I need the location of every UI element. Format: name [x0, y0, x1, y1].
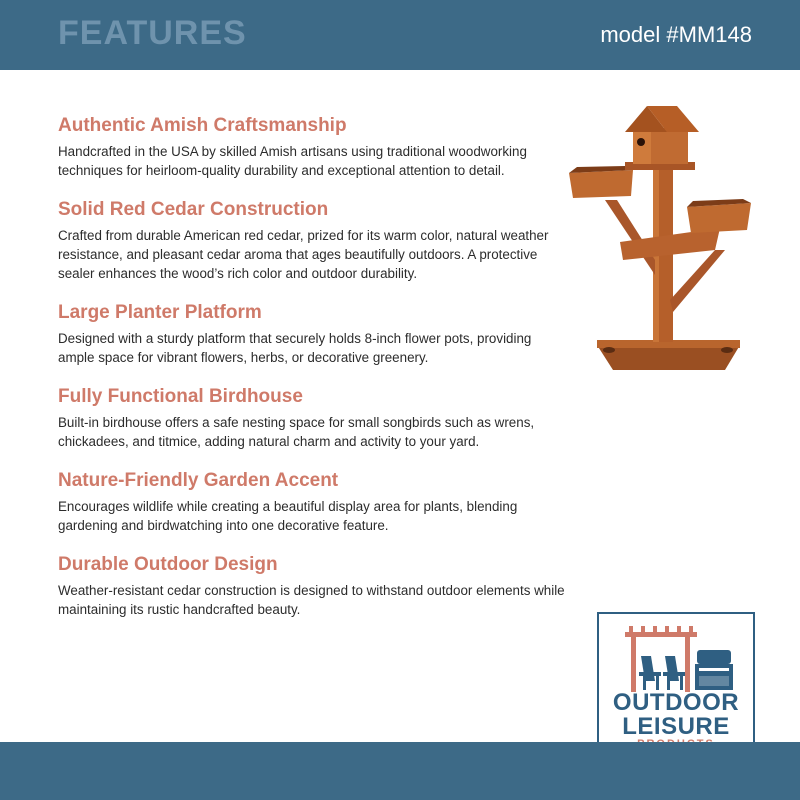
feature-text: Handcrafted in the USA by skilled Amish artisans using traditional woodworking techniques for heirloom-quality durability and exceptional attention to detail. [58, 144, 527, 178]
feature-item [58, 198, 568, 283]
cedar-birdhouse-planter-image [565, 100, 775, 375]
feature-text: Built-in birdhouse offers a safe nesting space for small songbirds such as wrens, chickadees, and titmice, adding natural charm and activity to your yard. [58, 415, 535, 449]
feature-text: Encourages wildlife while creating a beautiful display area for plants, blending gardening and birdwatching into one decorative feature. [58, 499, 518, 533]
feature-item [58, 469, 568, 535]
page-title: FEATURES [58, 14, 247, 52]
features-list [58, 114, 568, 637]
feature-text: Designed with a sturdy platform that securely holds 8-inch flower pots, providing ample space for vibrant flowers, herbs, or decorative greenery. [58, 331, 532, 365]
feature-item [58, 301, 568, 367]
model-number: model #MM148 [600, 22, 752, 47]
feature-heading: Fully Functional Birdhouse [58, 386, 303, 407]
logo-text-leisure: LEISURE [622, 713, 730, 740]
pergola-chairs-grill-icon [621, 626, 735, 696]
header-band [0, 0, 800, 70]
feature-heading: Solid Red Cedar Construction [58, 199, 329, 220]
feature-heading: Authentic Amish Craftsmanship [58, 115, 347, 136]
feature-item [58, 553, 568, 619]
feature-text: Weather-resistant cedar construction is designed to withstand outdoor elements while maintaining its rustic handcrafted beauty. [58, 583, 565, 617]
logo-text-outdoor: OUTDOOR [612, 689, 740, 716]
feature-item [58, 385, 568, 451]
feature-heading: Large Planter Platform [58, 302, 262, 323]
feature-item [58, 114, 568, 180]
footer-band [0, 742, 800, 800]
feature-text: Crafted from durable American red cedar, prized for its warm color, natural weather resistance, and pleasant cedar aroma that ages beautifully outdoors. A protective sealer enhances the wood’s rich color and outdoor durability. [58, 228, 549, 281]
feature-heading: Nature-Friendly Garden Accent [58, 470, 339, 491]
feature-heading: Durable Outdoor Design [58, 554, 278, 575]
